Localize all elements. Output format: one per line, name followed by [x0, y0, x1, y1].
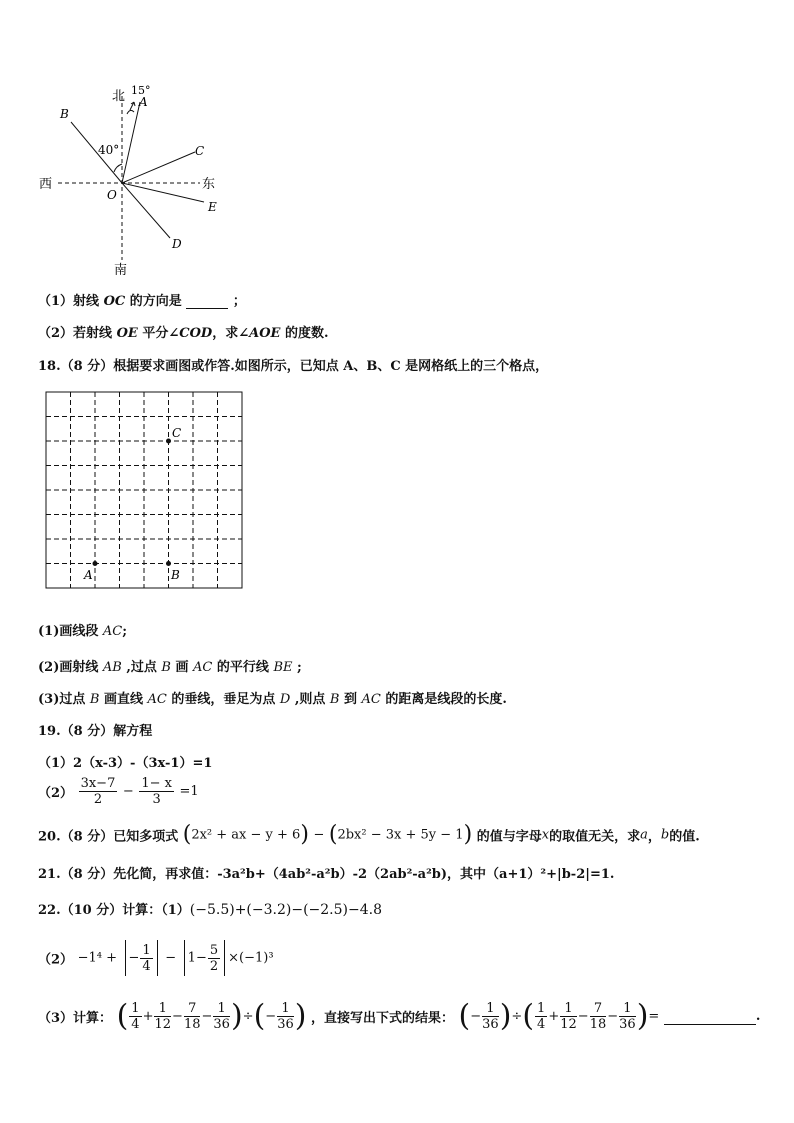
label-b: B [60, 107, 69, 121]
q22-answer-blank[interactable] [664, 1009, 756, 1025]
q19-item1: （1）2（x-3）-（3x-1）=1 [38, 756, 213, 771]
label-15: 15° [131, 84, 151, 97]
q19-item2: （2） $\frac{3x-7}{2}$ − $\frac{1- x}{3}$ =1 [38, 776, 199, 807]
angle-arc-40 [114, 164, 122, 172]
grid-lines [46, 392, 242, 588]
grid-label-c: C [172, 426, 182, 440]
q19-frac2: $\frac{1- x}{3}$ [141, 776, 172, 807]
ray-oe [122, 183, 204, 202]
point-c [166, 439, 171, 444]
point-b [166, 561, 171, 566]
grid-label-a: A [84, 568, 93, 582]
q18-item3: (3)过点 B 画直线 AC 的垂线，垂足为点 D ,则点 B 到 AC 的距离是线段的长度. [38, 692, 507, 707]
point-a [93, 561, 98, 566]
label-40: 40° [98, 143, 120, 157]
q22-frac-5-2: $\frac{5}{2}$ [209, 942, 219, 974]
ray-od [122, 183, 170, 238]
q20: 20.（8 分）已知多项式 (2x² + ax − y + 6) − (2bx² − 3x + 5y − 1) 的值与字母x的取值无关，求a，b的值. [38, 822, 700, 847]
label-a: A [139, 95, 148, 109]
q22-item3: （3）计算： ( $\frac{1}{4}$ + $\frac{1}{12}$ − $\frac{7}{18}$ − $\frac{1}{36}$ )÷(− $\frac{1}{36}$ ) ，直接写出下式的结果： (− $\frac{1}{36}$ )÷( $\frac{1}{4}$ + $\frac{1}{12}$ − $\frac{7}{18}$ − $\frac{1}{36}$ )= . [38, 998, 761, 1034]
label-o: O [107, 188, 117, 202]
arrow-a [130, 102, 135, 110]
label-west: 西 [39, 177, 53, 192]
label-e: E [208, 200, 217, 214]
q17-answer-blank[interactable] [186, 293, 228, 309]
grid-label-b: B [171, 568, 180, 582]
q22-line1: 22.（10 分）计算：（1）(−5.5)+(−3.2)−(−2.5)−4.8 [38, 902, 382, 918]
q19-header: 19.（8 分）解方程 [38, 724, 153, 739]
q22-item2: （2） −1⁴ + − $\frac{1}{4}$ − 1− $\frac{5}{2}$ ×(−1)³ [38, 940, 274, 976]
q18-header: 18.（8 分）根据要求画图或作答.如图所示，已知点 A、B、C 是网格纸上的三个格点， [38, 359, 549, 374]
label-c: C [195, 144, 205, 158]
q19-frac1: $\frac{3x-7}{2}$ [80, 776, 116, 807]
q17-part1: （1）射线 OC 的方向是 ； [38, 294, 246, 309]
ray-oa [122, 102, 140, 183]
angle-arc-15 [127, 110, 134, 114]
label-south: 南 [114, 263, 128, 278]
q22-frac-1-4: $\frac{1}{4}$ [142, 942, 151, 974]
compass-diagram [30, 80, 230, 280]
q17-part2: （2）若射线 OE 平分∠COD，求∠AOE 的度数. [38, 326, 329, 341]
q18-item1: (1)画线段 AC; [38, 624, 128, 639]
grid-diagram [44, 390, 246, 592]
q18-item2: (2)画射线 AB ,过点 B 画 AC 的平行线 BE ; [38, 660, 302, 675]
label-north: 北 [112, 89, 126, 104]
label-d: D [172, 237, 182, 251]
q21: 21.（8 分）先化简，再求值：-3a²b+（4ab²-a²b）-2（2ab²-a²b)，其中（a+1）²+|b-2|=1. [38, 867, 615, 882]
ray-oc [122, 152, 195, 183]
label-east: 东 [202, 177, 216, 192]
